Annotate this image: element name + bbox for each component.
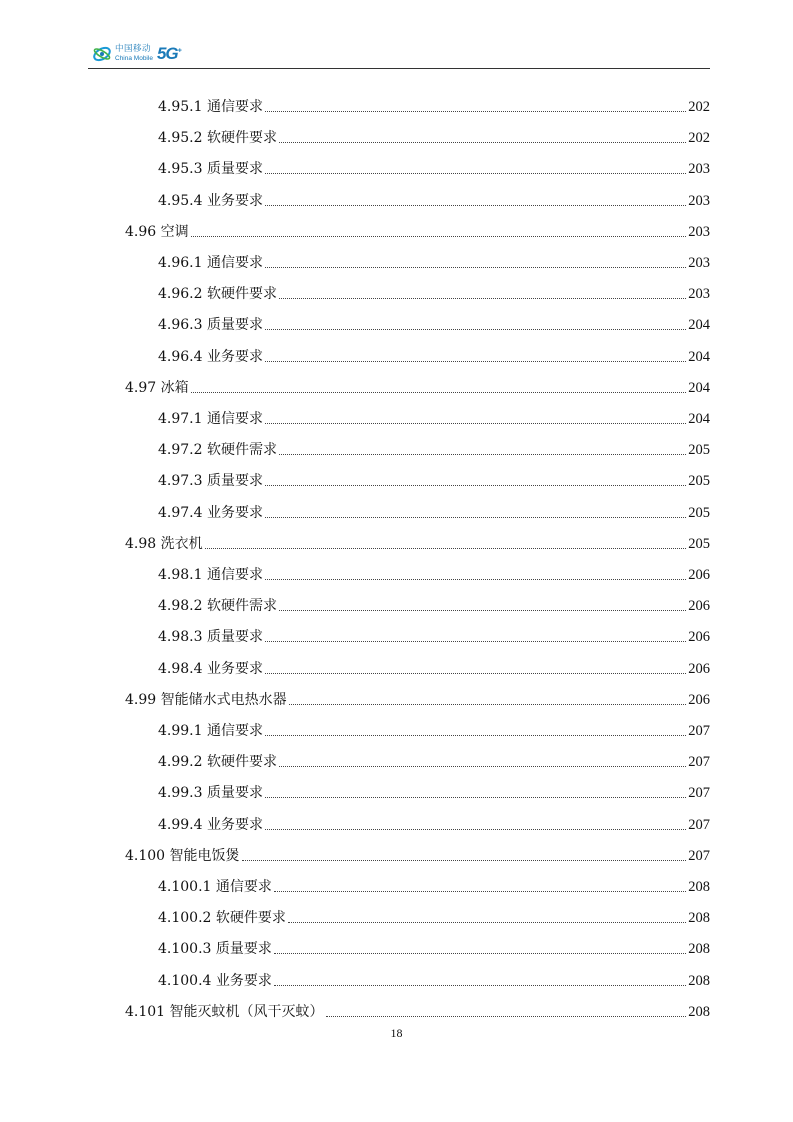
toc-entry-label: 4.101 智能灭蚊机（风干灭蚊）: [125, 1003, 324, 1020]
toc-entry-label: 4.97.3 质量要求: [158, 473, 263, 490]
toc-dot-leader: [265, 735, 686, 736]
toc-entry[interactable]: [158, 459, 710, 490]
toc-dot-leader: [205, 548, 687, 549]
toc-entry-page: 207: [688, 816, 710, 833]
toc-entry-label: 4.95.4 业务要求: [158, 192, 263, 209]
toc-entry[interactable]: [158, 272, 710, 303]
toc-dot-leader: [265, 361, 686, 362]
toc-entry-label: 4.95.3 质量要求: [158, 161, 263, 178]
toc-entry-page: 208: [688, 972, 710, 989]
toc-entry[interactable]: [158, 335, 710, 366]
toc-entry-label: 4.96.4 业务要求: [158, 348, 263, 365]
toc-entry-page: 208: [688, 1003, 710, 1020]
toc-entry-label: 4.100.1 通信要求: [158, 879, 272, 895]
toc-entry-page: 206: [688, 660, 710, 677]
toc-entry-label: 4.99.1 通信要求: [158, 723, 263, 739]
toc-dot-leader: [289, 704, 687, 705]
toc-entry-page: 204: [688, 348, 710, 365]
toc-entry[interactable]: [158, 553, 710, 584]
toc-entry-page: 204: [688, 317, 710, 334]
toc-dot-leader: [274, 985, 686, 986]
toc-dot-leader: [265, 641, 686, 642]
toc-entry[interactable]: [158, 771, 710, 802]
toc-entry-label: 4.98 洗衣机: [125, 535, 203, 552]
toc-entry-page: 205: [688, 504, 710, 521]
toc-entry-page: 208: [688, 879, 710, 895]
toc-entry-page: 206: [688, 629, 710, 646]
toc-entry[interactable]: [125, 834, 710, 865]
toc-dot-leader: [265, 829, 686, 830]
toc-entry-label: 4.100.3 质量要求: [158, 941, 272, 958]
toc-entry-label: 4.100 智能电饭煲: [125, 847, 240, 864]
toc-entry-label: 4.96 空调: [125, 223, 189, 240]
toc-entry-label: 4.95.2 软硬件要求: [158, 130, 277, 147]
toc-dot-leader: [288, 922, 686, 923]
toc-entry-label: 4.98.1 通信要求: [158, 567, 263, 583]
toc-dot-leader: [265, 517, 686, 518]
toc-dot-leader: [265, 423, 686, 424]
toc-entry-page: 208: [688, 941, 710, 958]
toc-entry-page: 206: [688, 691, 710, 708]
toc-dot-leader: [191, 236, 687, 237]
toc-entry[interactable]: [158, 803, 710, 834]
toc-entry-page: 204: [688, 379, 710, 396]
toc-entry[interactable]: [158, 896, 710, 927]
toc-entry-page: 204: [688, 411, 710, 427]
toc-entry-label: 4.98.3 质量要求: [158, 629, 263, 646]
toc-entry[interactable]: [158, 709, 710, 740]
toc-entry-label: 4.100.4 业务要求: [158, 972, 272, 989]
toc-dot-leader: [279, 454, 686, 455]
toc-entry[interactable]: [158, 179, 710, 210]
toc-dot-leader: [279, 610, 686, 611]
toc-dot-leader: [279, 766, 686, 767]
toc-entry[interactable]: [158, 85, 710, 116]
toc-entry[interactable]: [125, 990, 710, 1021]
toc-dot-leader: [274, 891, 686, 892]
toc-entry-page: 206: [688, 567, 710, 583]
toc-entry-label: 4.96.2 软硬件要求: [158, 286, 277, 303]
toc-entry-label: 4.97 冰箱: [125, 379, 189, 396]
toc-dot-leader: [265, 485, 686, 486]
toc-dot-leader: [265, 267, 686, 268]
toc-entry-page: 207: [688, 785, 710, 802]
toc-entry-page: 207: [688, 754, 710, 771]
toc-entry[interactable]: [158, 428, 710, 459]
toc-dot-leader: [265, 111, 686, 112]
toc-dot-leader: [274, 953, 686, 954]
toc-entry[interactable]: [158, 959, 710, 990]
toc-dot-leader: [265, 797, 686, 798]
page-number: 18: [390, 1026, 403, 1040]
toc-entry-label: 4.96.3 质量要求: [158, 317, 263, 334]
toc-dot-leader: [265, 205, 686, 206]
toc-entry-page: 205: [688, 535, 710, 552]
toc-entry[interactable]: [158, 116, 710, 147]
toc-entry[interactable]: [158, 740, 710, 771]
china-mobile-swirl-icon: [92, 44, 112, 64]
toc-dot-leader: [191, 392, 687, 393]
toc-dot-leader: [265, 173, 686, 174]
toc-entry[interactable]: [158, 615, 710, 646]
toc-entry-label: 4.99.3 质量要求: [158, 785, 263, 802]
toc-entry[interactable]: [158, 147, 710, 178]
toc-dot-leader: [242, 860, 687, 861]
toc-entry[interactable]: [125, 678, 710, 709]
toc-entry[interactable]: [158, 865, 710, 896]
toc-entry-label: 4.95.1 通信要求: [158, 99, 263, 115]
page-header: [88, 42, 710, 70]
toc-entry-page: 203: [688, 223, 710, 240]
toc-entry-label: 4.100.2 软硬件要求: [158, 910, 286, 927]
toc-dot-leader: [279, 142, 686, 143]
toc-entry[interactable]: [158, 397, 710, 428]
toc-entry-page: 208: [688, 910, 710, 927]
toc-entry-label: 4.96.1 通信要求: [158, 255, 263, 271]
toc-entry[interactable]: [158, 927, 710, 958]
toc-entry-label: 4.99.2 软硬件要求: [158, 754, 277, 771]
toc-entry-page: 207: [688, 723, 710, 739]
toc-dot-leader: [265, 579, 686, 580]
toc-entry-page: 205: [688, 473, 710, 490]
toc-entry-label: 4.97.1 通信要求: [158, 411, 263, 427]
toc-entry-page: 202: [688, 130, 710, 147]
toc-entry-label: 4.99.4 业务要求: [158, 816, 263, 833]
toc-entry-label: 4.99 智能储水式电热水器: [125, 691, 287, 708]
toc-entry-label: 4.98.2 软硬件需求: [158, 598, 277, 615]
toc-dot-leader: [326, 1016, 687, 1017]
toc-entry-page: 203: [688, 161, 710, 178]
toc-entry-label: 4.97.4 业务要求: [158, 504, 263, 521]
toc-entry[interactable]: [125, 522, 710, 553]
toc-entry-page: 203: [688, 255, 710, 271]
logo-english-text: China Mobile: [115, 55, 153, 62]
header-divider: [88, 68, 710, 69]
logo-5g-text: 5G+: [156, 44, 181, 63]
toc-entry-label: 4.98.4 业务要求: [158, 660, 263, 677]
toc-dot-leader: [265, 329, 686, 330]
toc-entry-page: 205: [688, 442, 710, 459]
toc-entry-page: 206: [688, 598, 710, 615]
toc-entry-page: 203: [688, 192, 710, 209]
toc-dot-leader: [265, 673, 686, 674]
toc-entry[interactable]: [125, 210, 710, 241]
toc-entry[interactable]: [158, 241, 710, 272]
china-mobile-logo: [92, 44, 181, 64]
toc-entry-label: 4.97.2 软硬件需求: [158, 442, 277, 459]
toc-entry[interactable]: [158, 647, 710, 678]
toc-entry[interactable]: [158, 303, 710, 334]
toc-entry[interactable]: [125, 366, 710, 397]
toc-entry[interactable]: [158, 491, 710, 522]
logo-chinese-text: 中国移动: [115, 44, 152, 54]
toc-entry-page: 203: [688, 286, 710, 303]
toc-entry-page: 202: [688, 99, 710, 115]
toc-dot-leader: [279, 298, 686, 299]
toc-entry[interactable]: [158, 584, 710, 615]
toc-entry-page: 207: [688, 847, 710, 864]
